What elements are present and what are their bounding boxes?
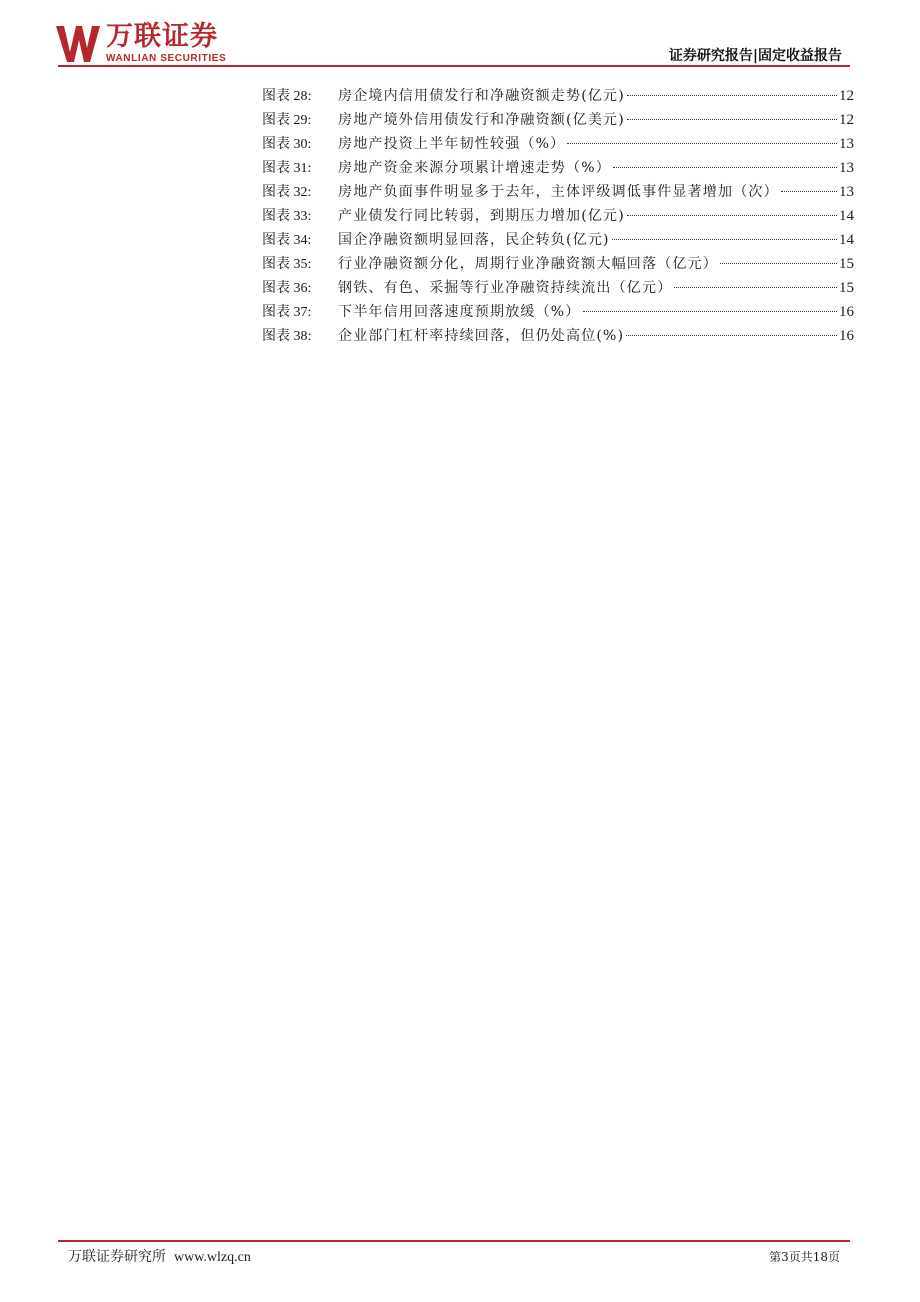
toc-entry-page-number: 14	[839, 232, 854, 248]
toc-dot-leader	[613, 167, 837, 168]
toc-entry-title: 企业部门杠杆率持续回落，但仍处高位(%)	[338, 328, 625, 344]
toc-entry-title: 房地产境外信用债发行和净融资额(亿美元)	[338, 112, 625, 128]
toc-dot-leader	[627, 215, 837, 216]
footer-website-link[interactable]: www.wlzq.cn	[174, 1250, 251, 1265]
toc-entry-title: 房地产投资上半年韧性较强（%）	[338, 136, 566, 152]
toc-entry-title: 产业债发行同比转弱，到期压力增加(亿元)	[338, 208, 625, 224]
toc-entry-label: 图表 29:	[262, 113, 312, 128]
toc-entry-label: 图表 35:	[262, 257, 312, 272]
toc-entry-label: 图表 31:	[262, 161, 312, 176]
toc-entry-page-number: 12	[839, 88, 854, 104]
footer-divider	[58, 1240, 850, 1242]
logo-chinese-name: 万联证券	[106, 21, 218, 52]
toc-entry-page-number: 15	[839, 256, 854, 272]
toc-entry-page-number: 13	[839, 136, 854, 152]
toc-entry[interactable]	[262, 252, 854, 276]
toc-entry-label: 图表 36:	[262, 281, 312, 296]
toc-entry[interactable]	[262, 204, 854, 228]
toc-entry[interactable]	[262, 108, 854, 132]
toc-entry-page-number: 15	[839, 280, 854, 296]
toc-entry-page-number: 16	[839, 304, 854, 320]
company-logo	[56, 20, 256, 66]
toc-entry[interactable]	[262, 132, 854, 156]
toc-entry[interactable]	[262, 156, 854, 180]
logo-english-name: WANLIAN SECURITIES	[106, 53, 227, 64]
footer-institute: 万联证券研究所	[68, 1249, 166, 1265]
wanlian-logo-icon	[56, 24, 100, 64]
toc-entry-label: 图表 33:	[262, 209, 312, 224]
toc-dot-leader	[583, 311, 837, 312]
toc-entry-title: 行业净融资额分化，周期行业净融资额大幅回落（亿元）	[338, 256, 718, 272]
toc-entry-page-number: 16	[839, 328, 854, 344]
toc-entry-title: 下半年信用回落速度预期放缓（%）	[338, 304, 581, 320]
toc-entry-label: 图表 38:	[262, 329, 312, 344]
toc-dot-leader	[612, 239, 837, 240]
footer-page-number: 第3页共18页	[769, 1250, 840, 1264]
toc-dot-leader	[626, 335, 837, 336]
report-type-title: 证券研究报告|固定收益报告	[668, 48, 842, 64]
toc-entry-title: 房地产负面事件明显多于去年，主体评级调低事件显著增加（次）	[338, 184, 779, 200]
toc-entry-page-number: 14	[839, 208, 854, 224]
figure-list	[262, 84, 854, 348]
toc-entry-label: 图表 32:	[262, 185, 312, 200]
toc-entry[interactable]	[262, 84, 854, 108]
toc-entry-label: 图表 37:	[262, 305, 312, 320]
toc-entry-page-number: 13	[839, 160, 854, 176]
footer-source	[68, 1246, 251, 1266]
toc-entry-title: 钢铁、有色、采掘等行业净融资持续流出（亿元）	[338, 280, 673, 296]
toc-entry-label: 图表 28:	[262, 89, 312, 104]
toc-dot-leader	[674, 287, 837, 288]
toc-entry-label: 图表 34:	[262, 233, 312, 248]
toc-entry[interactable]	[262, 324, 854, 348]
toc-entry-title: 房地产资金来源分项累计增速走势（%）	[338, 160, 611, 176]
toc-dot-leader	[627, 95, 837, 96]
toc-entry-label: 图表 30:	[262, 137, 312, 152]
page-header	[56, 20, 850, 70]
toc-dot-leader	[720, 263, 837, 264]
toc-dot-leader	[781, 191, 837, 192]
toc-dot-leader	[567, 143, 837, 144]
toc-entry-title: 国企净融资额明显回落，民企转负(亿元)	[338, 232, 610, 248]
toc-entry-page-number: 13	[839, 184, 854, 200]
toc-entry[interactable]	[262, 276, 854, 300]
toc-entry-title: 房企境内信用债发行和净融资额走势(亿元)	[338, 88, 625, 104]
toc-entry[interactable]	[262, 300, 854, 324]
toc-entry-page-number: 12	[839, 112, 854, 128]
toc-dot-leader	[627, 119, 837, 120]
header-divider	[58, 65, 850, 67]
toc-entry[interactable]	[262, 180, 854, 204]
toc-entry[interactable]	[262, 228, 854, 252]
